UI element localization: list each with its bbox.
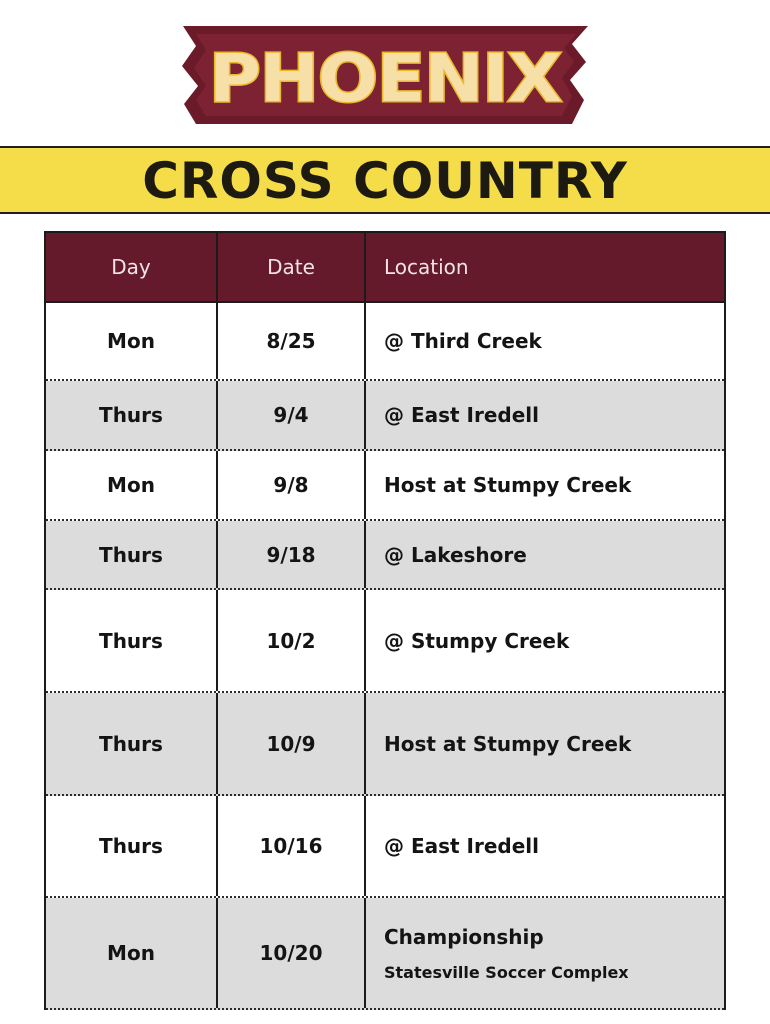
table-row [46,521,724,590]
cell-date: 10/20 [218,898,366,1008]
cell-day: Thurs [46,381,218,449]
cell-date: 10/2 [218,590,366,691]
column-header-day: Day [46,233,218,301]
table-row [46,590,724,693]
cell-location: @ East Iredell [384,403,540,427]
phoenix-logo [0,0,770,140]
table-header-row [46,233,724,303]
cell-day: Mon [46,898,218,1008]
cell-location: @ Lakeshore [384,542,527,567]
cell-location: Host at Stumpy Creek [384,473,632,497]
cell-day: Thurs [46,796,218,896]
banner-title: CROSS COUNTRY [142,152,628,210]
column-header-location: Location [384,255,469,279]
table-row [46,898,724,1010]
title-banner [0,146,770,214]
cell-location: @ East Iredell [384,834,540,858]
cell-date: 10/9 [218,693,366,794]
schedule-table [44,231,726,1010]
cell-location [366,898,724,1008]
table-row [46,796,724,898]
column-header-date: Date [218,233,366,301]
cell-day: Thurs [46,693,218,794]
cell-location: @ Stumpy Creek [384,628,570,653]
cell-location-subtitle: Statesville Soccer Complex [384,962,629,982]
cell-date: 10/16 [218,796,366,896]
cell-day: Mon [46,303,218,379]
table-row [46,451,724,521]
cell-date: 9/8 [218,451,366,519]
cell-day: Thurs [46,521,218,588]
cell-day: Thurs [46,590,218,691]
table-row [46,693,724,796]
cell-location: @ Third Creek [384,329,542,353]
cell-date: 9/18 [218,521,366,588]
cell-date: 8/25 [218,303,366,379]
cell-day: Mon [46,451,218,519]
cell-location: Host at Stumpy Creek [384,731,632,756]
cell-location-title: Championship [384,924,544,949]
logo-text: PHOENIX [209,40,562,117]
cell-date: 9/4 [218,381,366,449]
table-row [46,381,724,451]
table-row [46,303,724,381]
